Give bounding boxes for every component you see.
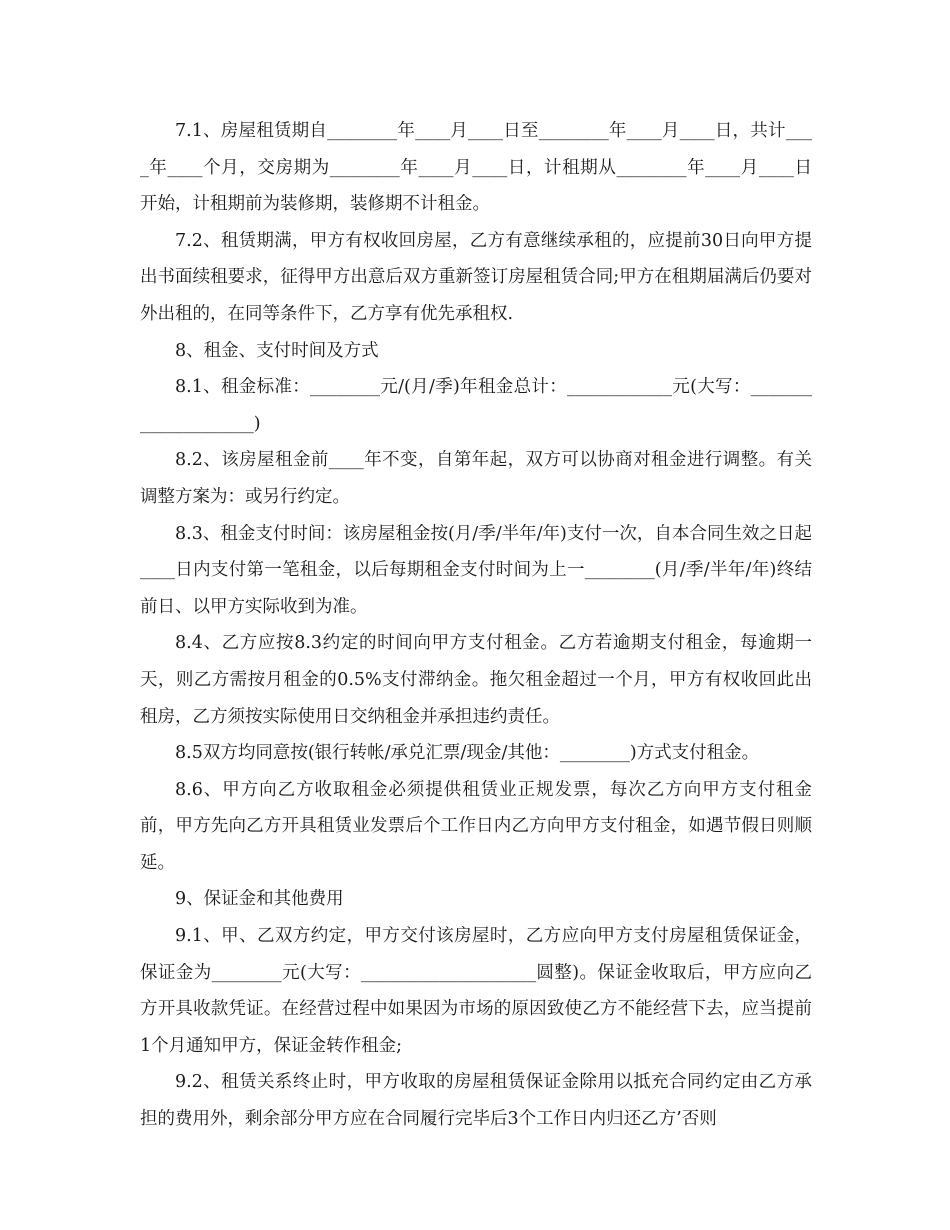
- document-body: [140, 113, 812, 1138]
- clause-8-2: 8.2、该房屋租金前____年不变，自第年起，双方可以协商对租金进行调整。有关调整方案为：或另行约定。: [140, 450, 812, 507]
- section-9-heading: 9、保证金和其他费用: [175, 889, 344, 910]
- clause-8-1: 8.1、租金标准：________元/(月/季)年租金总计：____________元(大写：____________________): [140, 377, 812, 434]
- section-8-heading: 8、租金、支付时间及方式: [175, 340, 379, 361]
- clause-9-1: 9.1、甲、乙双方约定，甲方交付该房屋时，乙方应向甲方支付房屋租赁保证金，保证金为________元(大写：____________________圆整)。保证金收取后，甲方应向乙方开具收款凭证。在经营过程中如果因为市场的原因致使乙方不能经营下去，应当提前1个月通知甲方，保证金转作租金;: [140, 926, 812, 1056]
- clause-8-5: 8.5双方均同意按(银行转帐/承兑汇票/现金/其他：________)方式支付租金。: [175, 743, 760, 764]
- clause-8-3: 8.3、租金支付时间：该房屋租金按(月/季/半年/年)支付一次，自本合同生效之日起____日内支付第一笔租金，以后每期租金支付时间为上一________(月/季/半年/年)终结前日、以甲方实际收到为准。: [140, 523, 812, 617]
- clause-9-2: 9.2、租赁关系终止时，甲方收取的房屋租赁保证金除用以抵充合同约定由乙方承担的费用外，剩余部分甲方应在合同履行完毕后3个工作日内归还乙方’否则: [140, 1072, 812, 1130]
- clause-8-6: 8.6、甲方向乙方收取租金必须提供租赁业正规发票，每次乙方向甲方支付租金前，甲方先向乙方开具租赁业发票后个工作日内乙方向甲方支付租金，如遇节假日则顺延。: [140, 779, 812, 873]
- clause-7-1: 7.1、房屋租赁期自________年____月____日至________年____月____日，共计____年____个月，交房期为________年____月____日，计租期从________年____月____日开始，计租期前为装修期，装修期不计租金。: [140, 121, 812, 215]
- clause-7-2: 7.2、租赁期满，甲方有权收回房屋，乙方有意继续承租的，应提前30日向甲方提出书面续租要求，征得甲方出意后双方重新签订房屋租赁合同;甲方在租期届满后仍要对外出租的，在同等条件下，乙方享有优先承租权.: [140, 230, 812, 324]
- clause-8-4: 8.4、乙方应按8.3约定的时间向甲方支付租金。乙方若逾期支付租金，每逾期一天，则乙方需按月租金的0.5%支付滞纳金。拖欠租金超过一个月，甲方有权收回此出租房，乙方须按实际使用日交纳租金并承担违约责任。: [140, 633, 812, 727]
